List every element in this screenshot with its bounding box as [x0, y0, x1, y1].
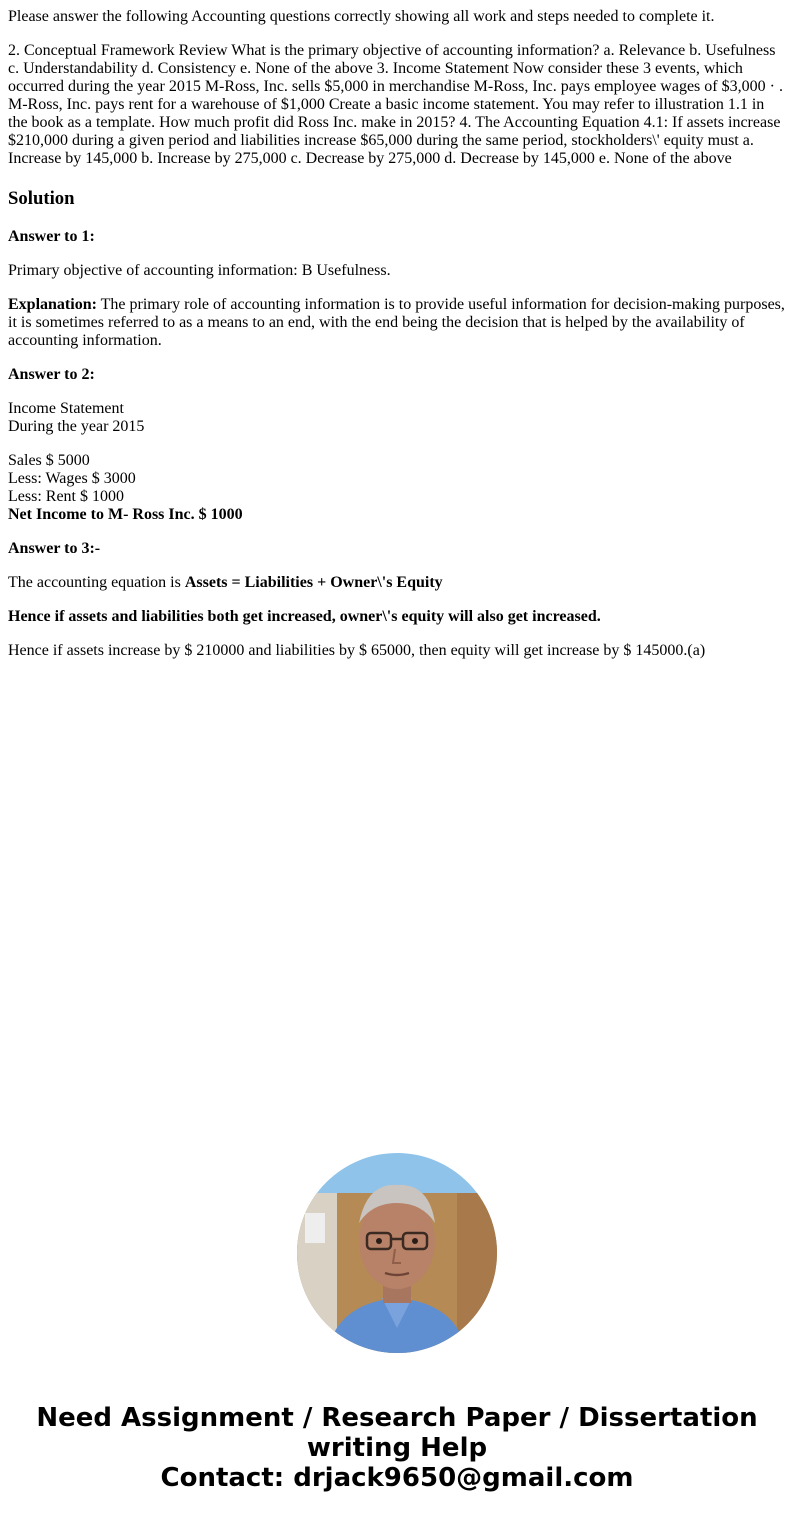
answer3-conclusion: Hence if assets and liabilities both get increased, owner\'s equity will also get increased.: [8, 608, 601, 625]
accounting-equation: The accounting equation is Assets = Liabilities + Owner\'s Equity: [8, 574, 443, 591]
footer-contact: Contact: drjack9650@gmail.com: [160, 1463, 634, 1493]
line-sales: Sales $ 5000: [8, 452, 90, 469]
net-income: Net Income to M- Ross Inc. $ 1000: [8, 506, 243, 523]
answer2-heading: Answer to 2:: [8, 366, 95, 383]
income-statement-header: [8, 400, 786, 436]
equation-bold: Assets = Liabilities + Owner\'s Equity: [184, 574, 443, 591]
answer3-result: Hence if assets increase by $ 210000 and liabilities by $ 65000, then equity will get increase by $ 145000.(a): [8, 642, 706, 659]
line-wages: Less: Wages $ 3000: [8, 470, 136, 487]
footer-line-1: Need Assignment / Research Paper / Dissertation: [36, 1403, 758, 1433]
answer3-heading: Answer to 3:-: [8, 540, 101, 557]
explanation-text: The primary role of accounting information is to provide useful information for decision-making purposes, it is sometimes referred to as a means to an end, with the end being the decision that is helped by the availability of accounting information.: [8, 296, 785, 349]
avatar-photo: [297, 1153, 497, 1353]
explanation-label: Explanation:: [8, 296, 97, 313]
line-rent: Less: Rent $ 1000: [8, 488, 124, 505]
statement-title: Income Statement: [8, 400, 124, 417]
question-body: 2. Conceptual Framework Review What is the primary objective of accounting information? a. Relevance b. Usefulness c. Understandability d. Consistency e. None of the above 3. Income Statement Now consider these 3 events, which occurred during the year 2015 M-Ross, Inc. sells $5,000 in merchandise M-Ross, Inc. pays employee wages of $3,000 · . M-Ross, Inc. pays rent for a warehouse of $1,000 Create a basic income statement. You may refer to illustration 1.1 in the book as a template. How much profit did Ross Inc. make in 2015? 4. The Accounting Equation 4.1: If assets increase $210,000 during a given period and liabilities increase $65,000 during the same period, stockholders\' equity must a. Increase by 145,000 b. Increase by 275,000 c. Decrease by 275,000 d. Decrease by 145,000 e. None of the above: [8, 42, 783, 167]
answer1-text: Primary objective of accounting information: B Usefulness.: [8, 262, 391, 279]
author-avatar: [297, 1153, 497, 1353]
solution-heading: Solution: [8, 188, 75, 209]
footer-promo: [0, 1403, 794, 1493]
document-content: [8, 8, 786, 676]
question-intro: Please answer the following Accounting questions correctly showing all work and steps needed to complete it.: [8, 8, 715, 25]
income-statement-lines: [8, 452, 786, 524]
answer1-heading: Answer to 1:: [8, 228, 95, 245]
footer-line-2: writing Help: [306, 1433, 488, 1463]
answer1-explanation: [8, 296, 786, 350]
statement-period: During the year 2015: [8, 418, 145, 435]
